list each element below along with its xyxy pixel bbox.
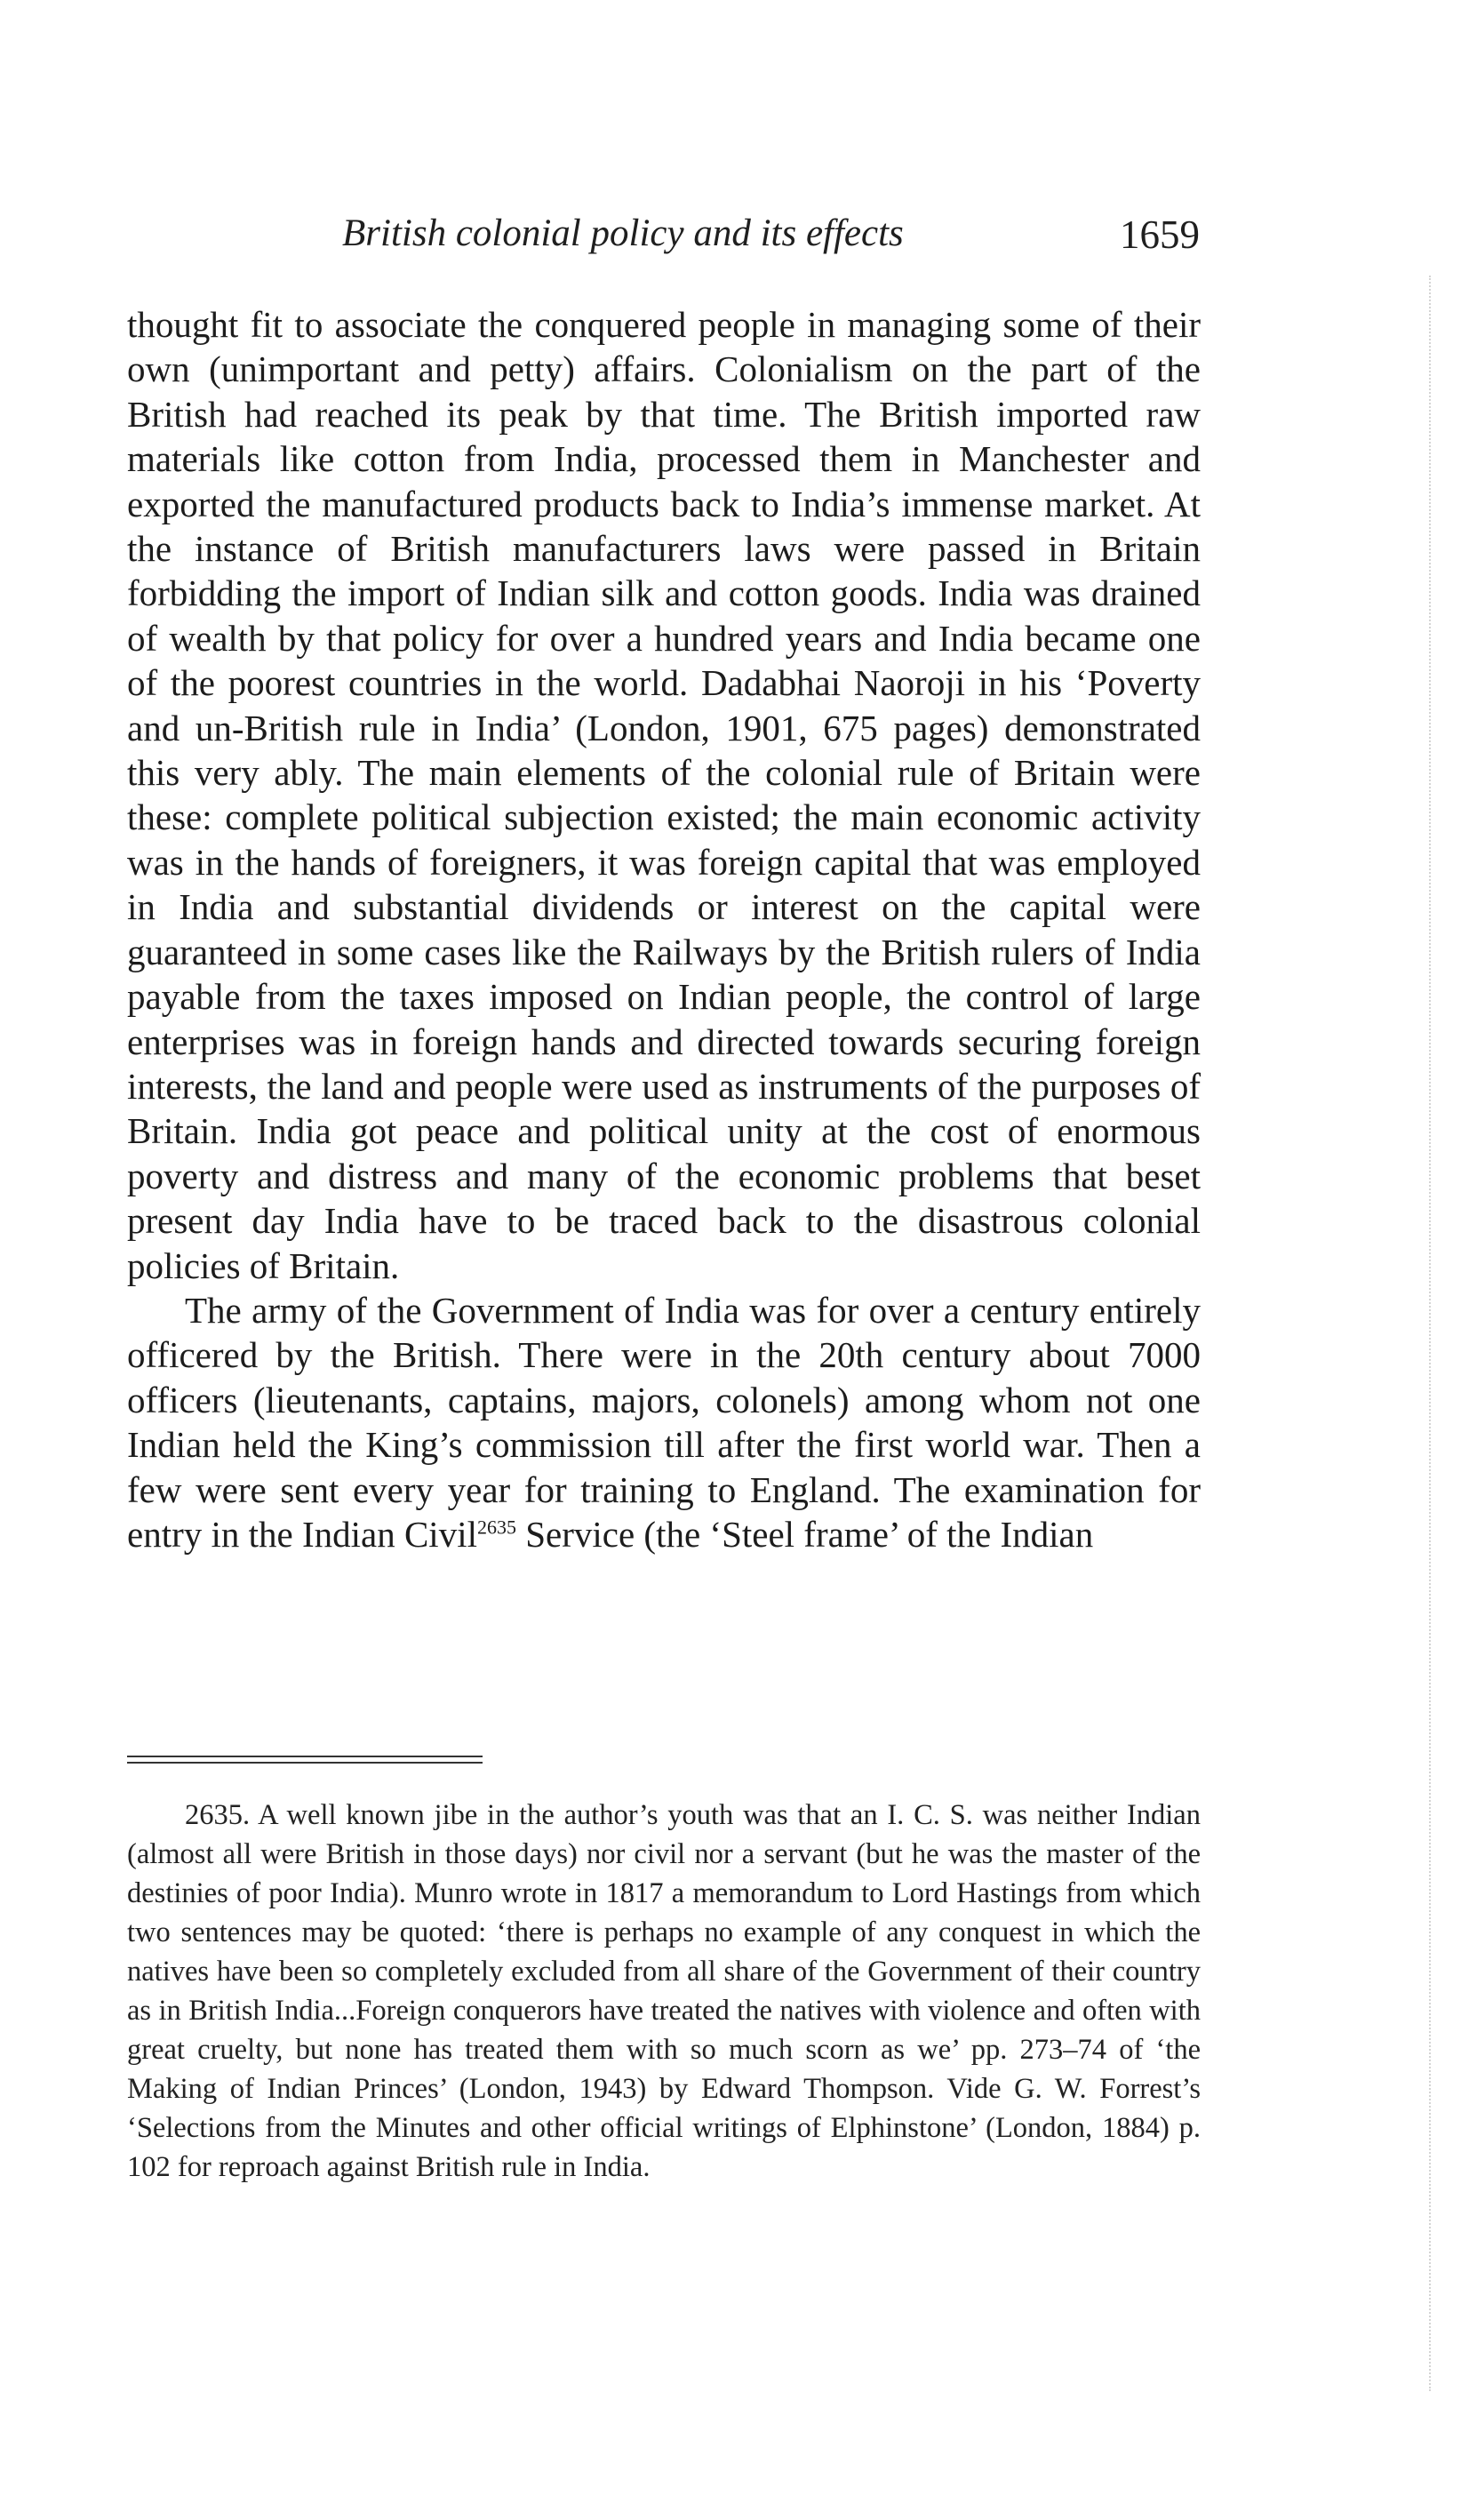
running-title: British colonial policy and its effects (342, 212, 904, 254)
paragraph-text: The army of the Government of India was for over a century entirely officered by the British. There were in the 20th century about 7000 officers (lieutenants, captains, majors, colonels) among whom not one Indian held the King’s commission till after the first world war. Then a few were sent every year for training to England. The examination for entry in the Indian Civil (127, 1289, 1201, 1555)
footnote-reference: 2635 (476, 1516, 516, 1539)
footnote (127, 1796, 1201, 2187)
paragraph: thought fit to associate the conquered people in managing some of their own (unimportant and petty) affairs. Colonialism on the part of the British had reached its peak by that time. The British imported raw materials like cotton from India, processed them in Manchester and exported the manufactured products back to India’s immense market. At the instance of British manufacturers laws were passed in Britain forbidding the import of Indian silk and cotton goods. India was drained of wealth by that policy for over a hundred years and India became one of the poorest countries in the world. Dadabhai Naoroji in his ‘Poverty and un-British rule in India’ (London, 1901, 675 pages) demonstrated this very ably. The main elements of the colonial rule of Britain were these: complete political subjection existed; the main economic activity was in the hands of foreigners, it was foreign capital that was employed in India and substantial dividends or interest on the capital were guaranteed in some cases like the Railways by the British rulers of India payable from the taxes imposed on Indian people, the control of large enterprises was in foreign hands and directed towards securing foreign interests, the land and people were used as instruments of the purposes of Britain. India got peace and political unity at the cost of enormous poverty and distress and many of the economic problems that beset present day India have to be traced back to the disastrous colonial policies of Britain. (127, 304, 1201, 1286)
main-text (127, 302, 1201, 1556)
paragraph-text: Service (the ‘Steel frame’ of the Indian (515, 1513, 1094, 1555)
footnote-divider (127, 1762, 483, 1764)
scan-margin-line (1429, 276, 1431, 2391)
footnote-text: A well known jibe in the author’s youth was that an I. C. S. was neither Indian (almost all were British in those days) nor civil nor a servant (but he was the master of the destinies of poor India). Munro wrote in 1817 a memorandum to Lord Hastings from which two sentences may be quoted: ‘there is perhaps no example of any conquest in which the natives have been so completely excluded from all share of the Government of their country as in British India...Foreign conquerors have treated the natives with violence and often with great cruelty, but none has treated them with so much scorn as we’ pp. 273–74 of ‘the Making of Indian Princes’ (London, 1943) by Edward Thompson. Vide G. W. Forrest’s ‘Selections from the Minutes and other official writings of Elphinstone’ (London, 1884) p. 102 for reproach against British rule in India. (127, 1799, 1201, 2183)
footnote-divider (127, 1756, 483, 1757)
running-head (342, 212, 1200, 265)
paragraph (127, 1288, 1201, 1556)
footnote-number: 2635. (185, 1799, 251, 1831)
page-number: 1659 (1120, 212, 1200, 257)
